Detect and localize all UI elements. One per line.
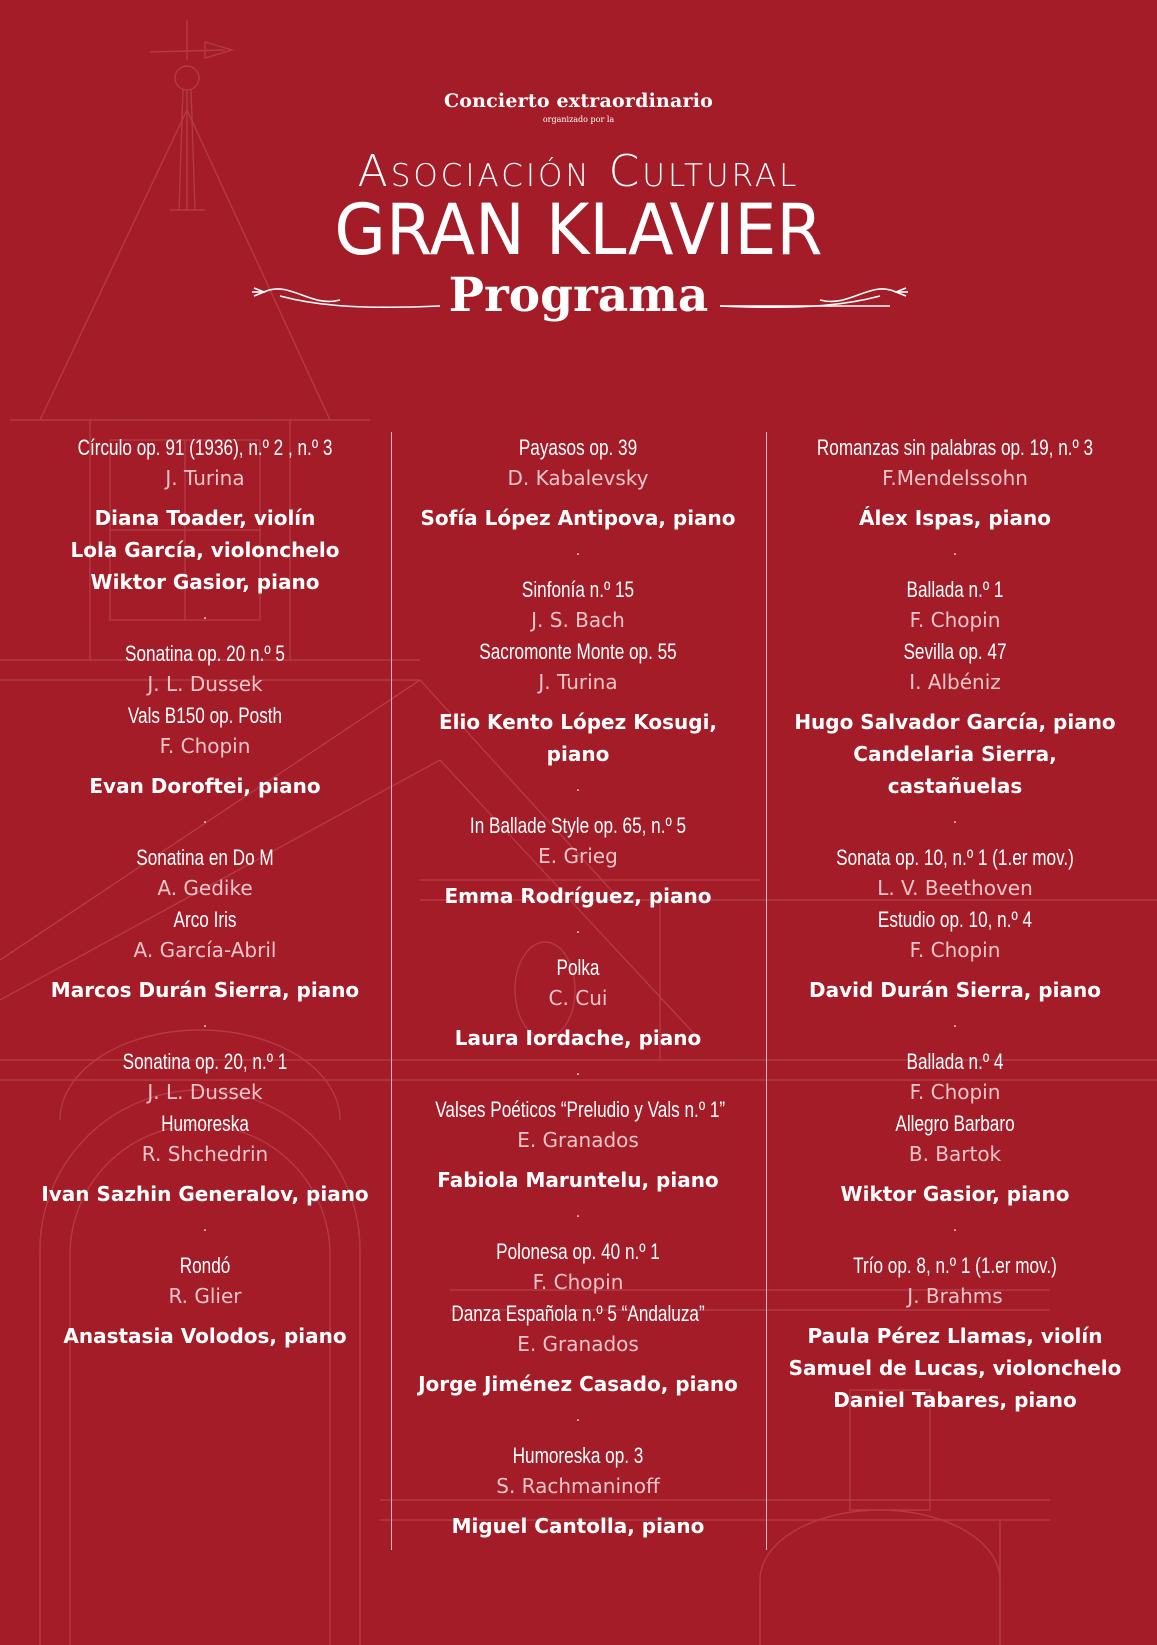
work-title: Círculo op. 91 (1936), n.º 2 , n.º 3	[77, 435, 333, 460]
composer-name: R. Glier	[168, 1284, 242, 1308]
performer-line: castañuelas	[887, 774, 1023, 798]
separator-dot: .	[202, 606, 208, 623]
composer-name: C. Cui	[548, 986, 608, 1010]
performers	[395, 706, 761, 770]
composer-name: A. Gedike	[157, 876, 253, 900]
work-title: Estudio op. 10, n.º 4	[877, 907, 1033, 932]
separator-dot: .	[575, 1408, 581, 1425]
performers	[770, 1320, 1140, 1416]
association-label: Asociación Cultural	[357, 146, 800, 197]
composer-name: E. Grieg	[538, 844, 618, 868]
association-name: GRAN KLAVIER	[334, 189, 823, 271]
column-divider	[766, 432, 767, 1550]
performer-line: Hugo Salvador García, piano	[794, 710, 1116, 734]
work-title: Sonatina op. 20 n.º 5	[125, 641, 285, 666]
work-title: Ballada n.º 1	[906, 577, 1004, 602]
program-entry	[30, 1046, 380, 1210]
performer-line: Elio Kento López Kosugi,	[438, 710, 718, 734]
program-column-2	[395, 432, 761, 1542]
composer-name: F. Chopin	[909, 938, 1001, 962]
performer-line: Paula Pérez Llamas, violín	[807, 1324, 1103, 1348]
program-entry	[770, 842, 1140, 1006]
work-title: Vals B150 op. Posth	[127, 703, 283, 728]
separator-dot: .	[575, 920, 581, 937]
composer-name: J. Turina	[165, 466, 245, 490]
separator-dot: .	[575, 1062, 581, 1079]
work-title: Payasos op. 39	[518, 435, 638, 460]
separator-dot: .	[202, 810, 208, 827]
work-title: Humoreska op. 3	[512, 1443, 644, 1468]
separator-dot: .	[575, 542, 581, 559]
composer-name: J. L. Dussek	[147, 672, 263, 696]
work-title: Valses Poéticos “Preludio y Vals n.º 1”	[435, 1097, 726, 1122]
work-title: Sacromonte Monte op. 55	[479, 639, 677, 664]
program-column-3	[770, 432, 1140, 1416]
performer-line: Álex Ispas, piano	[858, 506, 1052, 530]
performer-line: Marcos Durán Sierra, piano	[50, 978, 360, 1002]
performer-line: Wiktor Gasior, piano	[90, 570, 320, 594]
program-entry	[395, 574, 761, 770]
work-title: Humoreska	[161, 1111, 249, 1136]
performers	[770, 706, 1140, 802]
composer-name: F. Chopin	[532, 1270, 624, 1294]
work-title: Romanzas sin palabras op. 19, n.º 3	[816, 435, 1094, 460]
program-entry	[395, 1440, 761, 1542]
performer-line: Miguel Cantolla, piano	[451, 1514, 705, 1538]
column-divider	[391, 432, 392, 1550]
separator-dot: .	[952, 1014, 958, 1031]
performers	[395, 1368, 761, 1400]
work-title: Rondó	[179, 1253, 231, 1278]
performer-line: Sofía López Antipova, piano	[420, 506, 736, 530]
composer-name: J. Brahms	[907, 1284, 1003, 1308]
composer-name: I. Albéniz	[909, 670, 1001, 694]
program-entry	[395, 1094, 761, 1196]
performer-line: Daniel Tabares, piano	[833, 1388, 1077, 1412]
composer-name: S. Rachmaninoff	[496, 1474, 660, 1498]
program-entry	[30, 432, 380, 598]
separator-dot: .	[202, 1014, 208, 1031]
program-entry	[395, 952, 761, 1054]
composer-name: F.Mendelssohn	[882, 466, 1028, 490]
program-entry	[395, 810, 761, 912]
program-title: Programa	[448, 268, 709, 323]
separator-dot: .	[952, 1218, 958, 1235]
performer-line: David Durán Sierra, piano	[809, 978, 1101, 1002]
composer-name: A. García-Abril	[133, 938, 277, 962]
performer-line: Anastasia Volodos, piano	[63, 1324, 347, 1348]
composer-name: F. Chopin	[909, 608, 1001, 632]
program-entry	[30, 842, 380, 1006]
performer-line: Candelaria Sierra,	[853, 742, 1057, 766]
performers	[395, 502, 761, 534]
performer-line: Fabiola Maruntelu, piano	[437, 1168, 719, 1192]
performers	[30, 502, 380, 598]
performer-line: Diana Toader, violín	[94, 506, 316, 530]
work-title: In Ballade Style op. 65, n.º 5	[469, 813, 687, 838]
program-entry	[395, 432, 761, 534]
work-title: Polka	[556, 955, 600, 980]
program-entry	[770, 574, 1140, 802]
performer-line: Lola García, violonchelo	[70, 538, 340, 562]
performer-line: Jorge Jiménez Casado, piano	[418, 1372, 738, 1396]
performers	[30, 770, 380, 802]
performer-line: Evan Doroftei, piano	[89, 774, 321, 798]
performers	[395, 1164, 761, 1196]
separator-dot: .	[952, 542, 958, 559]
program-entry	[395, 1236, 761, 1400]
program-column-1	[30, 432, 380, 1352]
performers	[395, 880, 761, 912]
separator-dot: .	[575, 1204, 581, 1221]
composer-name: E. Granados	[517, 1128, 639, 1152]
performers	[770, 974, 1140, 1006]
performers	[30, 1178, 380, 1210]
performers	[30, 974, 380, 1006]
performers	[770, 502, 1140, 534]
separator-dot: .	[952, 810, 958, 827]
work-title: Arco Iris	[173, 907, 237, 932]
concert-intro: Concierto extraordinario	[443, 90, 714, 112]
composer-name: B. Bartok	[908, 1142, 1002, 1166]
performer-line: Ivan Sazhin Generalov, piano	[41, 1182, 369, 1206]
composer-name: R. Shchedrin	[141, 1142, 269, 1166]
separator-dot: .	[202, 1218, 208, 1235]
work-title: Sonatina op. 20, n.º 1	[122, 1049, 288, 1074]
program-entry	[770, 432, 1140, 534]
program-entry	[770, 1046, 1140, 1210]
work-title: Sevilla op. 47	[903, 639, 1007, 664]
work-title: Polonesa op. 40 n.º 1	[496, 1239, 660, 1264]
composer-name: F. Chopin	[159, 734, 251, 758]
work-title: Allegro Barbaro	[895, 1111, 1015, 1136]
composer-name: F. Chopin	[909, 1080, 1001, 1104]
performers	[770, 1178, 1140, 1210]
composer-name: D. Kabalevsky	[507, 466, 649, 490]
program-entry	[30, 638, 380, 802]
work-title: Sinfonía n.º 15	[521, 577, 635, 602]
composer-name: J. Turina	[538, 670, 618, 694]
composer-name: J. S. Bach	[531, 608, 625, 632]
work-title: Ballada n.º 4	[906, 1049, 1004, 1074]
performer-line: Samuel de Lucas, violonchelo	[788, 1356, 1122, 1380]
composer-name: J. L. Dussek	[147, 1080, 263, 1104]
separator-dot: .	[575, 778, 581, 795]
composer-name: L. V. Beethoven	[877, 876, 1033, 900]
performer-line: Laura Iordache, piano	[454, 1026, 702, 1050]
program-entry	[770, 1250, 1140, 1416]
composer-name: E. Granados	[517, 1332, 639, 1356]
performer-line: Emma Rodríguez, piano	[444, 884, 712, 908]
program-entry	[30, 1250, 380, 1352]
work-title: Sonata op. 10, n.º 1 (1.er mov.)	[836, 845, 1074, 870]
work-title: Sonatina en Do M	[136, 845, 274, 870]
performers	[395, 1022, 761, 1054]
performers	[30, 1320, 380, 1352]
performer-line: piano	[546, 742, 610, 766]
performers	[395, 1510, 761, 1542]
work-title: Trío op. 8, n.º 1 (1.er mov.)	[853, 1253, 1057, 1278]
organized-by-line: organizado por la	[542, 115, 615, 124]
work-title: Danza Española n.º 5 “Andaluza”	[451, 1301, 705, 1326]
performer-line: Wiktor Gasior, piano	[840, 1182, 1070, 1206]
